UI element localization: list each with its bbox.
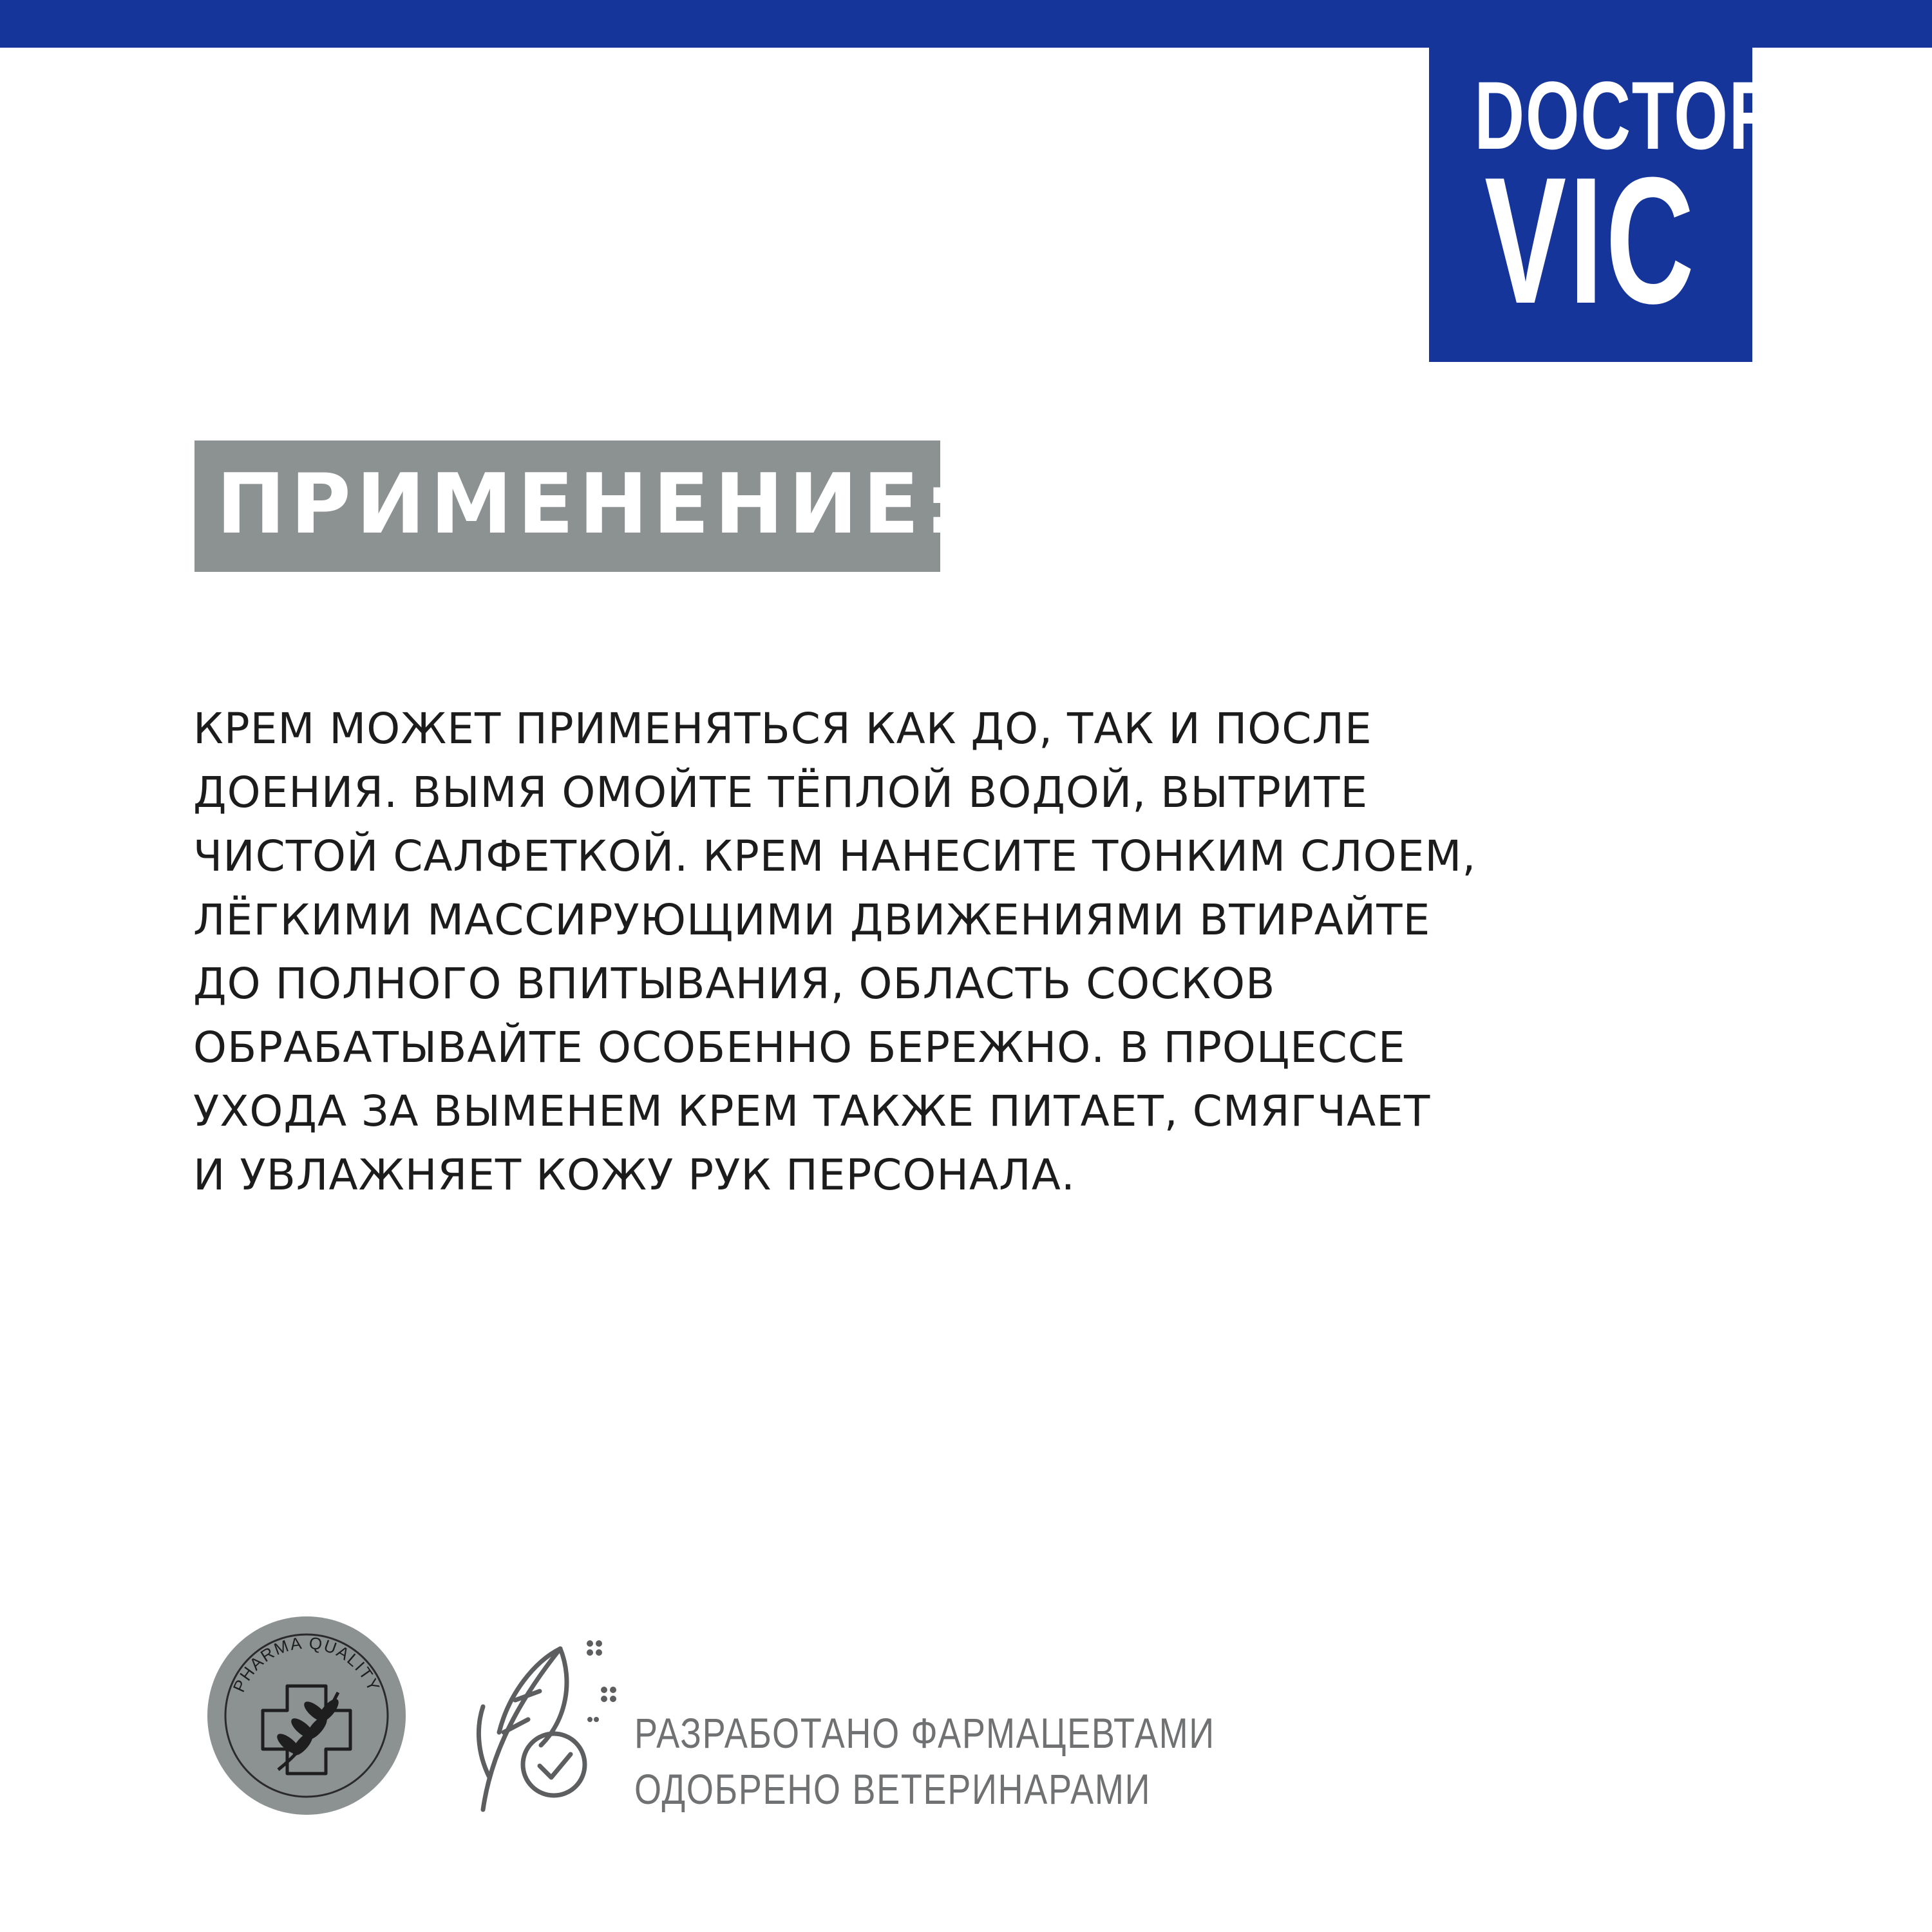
brand-logo-line2: VIC [1484,140,1697,341]
seal-text: PHARMA QUALITY [229,1633,384,1695]
usage-instructions [193,697,1739,1207]
instruction-line: ЧИСТОЙ САЛФЕТКОЙ. КРЕМ НАНЕСИТЕ ТОНКИМ СЛОЕМ, [193,831,1477,881]
instruction-line: КРЕМ МОЖЕТ ПРИМЕНЯТЬСЯ КАК ДО, ТАК И ПОСЛЕ [193,704,1372,753]
tagline-approved: ОДОБРЕНО ВЕТЕРИНАРАМИ [634,1765,1151,1813]
brand-logo [1429,48,1780,362]
section-heading [194,440,963,572]
instruction-line: И УВЛАЖНЯЕТ КОЖУ РУК ПЕРСОНАЛА. [193,1150,1075,1200]
tagline-developed: РАЗРАБОТАНО ФАРМАЦЕВТАМИ [634,1709,1215,1757]
instruction-line: УХОДА ЗА ВЫМЕНЕМ КРЕМ ТАКЖЕ ПИТАЕТ, СМЯГЧАЕТ [193,1086,1431,1136]
top-bar [0,0,1932,48]
pharma-quality-seal-icon [206,1615,407,1816]
instruction-line: ДО ПОЛНОГО ВПИТЫВАНИЯ, ОБЛАСТЬ СОСКОВ [193,959,1276,1009]
section-heading-text: ПРИМЕНЕНИЕ: [216,457,963,553]
instruction-line: ОБРАБАТЫВАЙТЕ ОСОБЕННО БЕРЕЖНО. В ПРОЦЕССЕ [193,1023,1406,1072]
instruction-line: ЛЁГКИМИ МАССИРУЮЩИМИ ДВИЖЕНИЯМИ ВТИРАЙТЕ [193,895,1431,945]
brand-logo-line1: DOCTOR [1474,61,1780,169]
feather-check-icon [464,1623,618,1816]
instruction-line: ДОЕНИЯ. ВЫМЯ ОМОЙТЕ ТЁПЛОЙ ВОДОЙ, ВЫТРИТЕ [193,768,1368,817]
